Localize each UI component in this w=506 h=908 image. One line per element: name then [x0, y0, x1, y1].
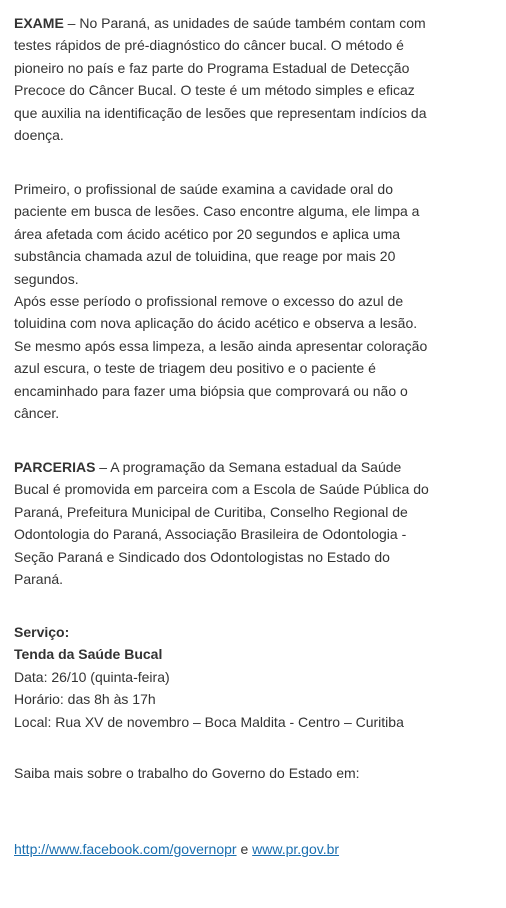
procedure-text-1: Primeiro, o profissional de saúde examina a cavidade oral do paciente em busca de lesões. Caso encontre alguma, ele limpa a área afetada com ácido acético por 20 segundos e aplica uma substância chamada azul de toluidina, que reage por mais 20 segundos. — [14, 181, 420, 287]
facebook-link[interactable]: http://www.facebook.com/governopr — [14, 841, 237, 857]
saiba-mais-text: Saiba mais sobre o trabalho do Governo do Estado em: — [14, 765, 360, 781]
service-event-name: Tenda da Saúde Bucal — [14, 646, 163, 663]
links-separator: e — [236, 841, 253, 857]
service-date: Data: 26/10 (quinta-feira) — [14, 668, 170, 685]
parcerias-text: – A programação da Semana estadual da Saúde Bucal é promovida em parceira com a Escola de Saúde Pública do Paraná, Prefeitura Municipal de Curitiba, Conselho Regional de Odontologia do Paraná, Associação Brasileira de Odontologia - Seção Paraná e Sindicado dos Odontologistas no Estado do Paraná. — [14, 459, 429, 588]
links-line — [14, 838, 438, 860]
exame-label: EXAME — [14, 15, 64, 31]
service-location: Local: Rua XV de novembro – Boca Maldita - Centro – Curitiba — [14, 713, 404, 730]
exame-text: – No Paraná, as unidades de saúde também contam com testes rápidos de pré-diagnóstico do câncer bucal. O método é pioneiro no país e faz parte do Programa Estadual de Detecção Precoce do Câncer Bucal. O teste é um método simples e eficaz que auxilia na identificação de lesões que representam indícios da doença. — [14, 15, 427, 144]
service-heading: Serviço: — [14, 624, 70, 640]
service-time: Horário: das 8h às 17h — [14, 691, 156, 708]
paragraph-parcerias — [14, 456, 438, 590]
procedure-text-2: Após esse período o profissional remove o excesso do azul de toluidina com nova aplicação do ácido acético e observa a lesão. Se mesmo após essa limpeza, a lesão ainda apresentar coloração azul escura, o teste de triagem deu positivo e o paciente é encaminhado para fazer uma biópsia que comprovará ou não o câncer. — [14, 293, 428, 422]
service-info — [14, 621, 438, 733]
site-link[interactable]: www.pr.gov.br — [252, 841, 340, 857]
paragraph-procedure — [14, 178, 438, 424]
paragraph-exame — [14, 12, 438, 146]
paragraph-saiba-mais — [14, 762, 438, 784]
parcerias-label: PARCERIAS — [14, 459, 96, 475]
